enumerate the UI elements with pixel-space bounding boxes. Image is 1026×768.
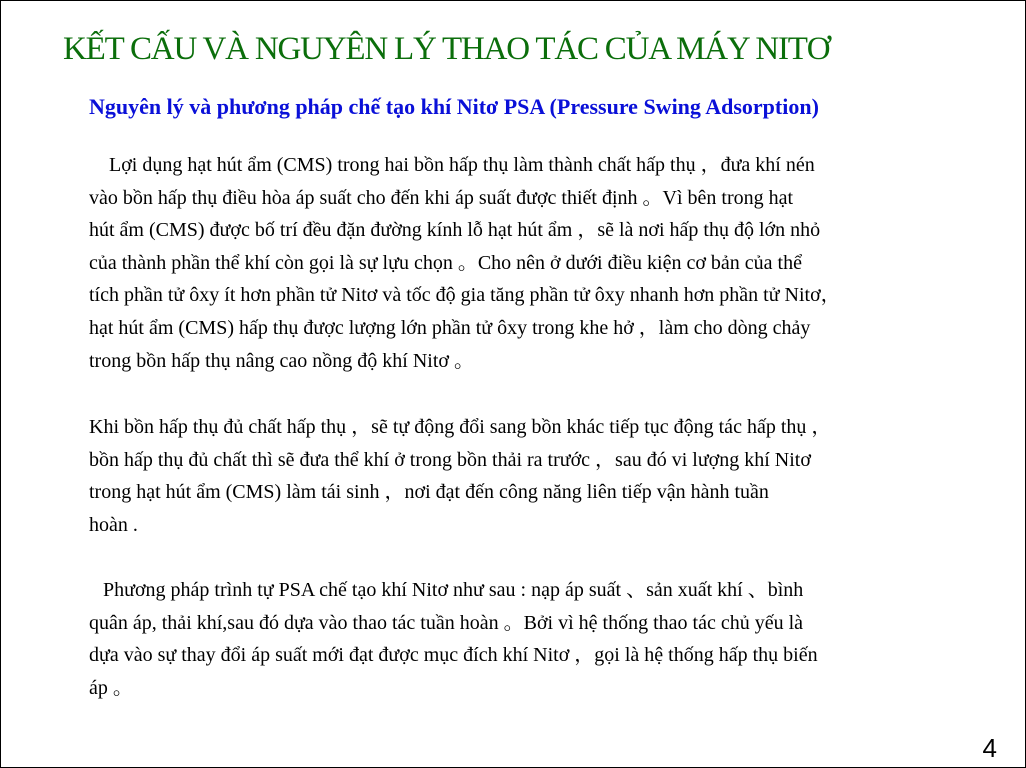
paragraph-line: Phương pháp trình tự PSA chế tạo khí Nitơ như sau : nạp áp suất 、sản xuất khí 、bình: [103, 579, 804, 601]
paragraph-line: hoàn .: [89, 513, 138, 536]
paragraph-line: hút ẩm (CMS) được bố trí đều đặn đường kính lỗ hạt hút ẩm ，sẽ là nơi hấp thụ độ lớn nhỏ: [89, 219, 821, 242]
body-paragraph-1: [89, 149, 969, 377]
paragraph-line: quân áp, thải khí,sau đó dựa vào thao tác tuần hoàn 。Bởi vì hệ thống thao tác chủ yếu là: [89, 611, 804, 634]
paragraph-line: vào bồn hấp thụ điều hòa áp suất cho đến khi áp suất được thiết định 。Vì bên trong hạt: [89, 186, 794, 209]
paragraph-line: trong hạt hút ẩm (CMS) làm tái sinh ，nơi đạt đến công năng liên tiếp vận hành tuần: [89, 481, 769, 504]
paragraph-line: áp 。: [89, 676, 133, 699]
paragraph-line: dựa vào sự thay đổi áp suất mới đạt được mục đích khí Nitơ ，gọi là hệ thống hấp thụ biến: [89, 644, 818, 667]
paragraph-line: bồn hấp thụ đủ chất thì sẽ đưa thể khí ở trong bồn thải ra trước ，sau đó vi lượng khí Nitơ: [89, 448, 811, 471]
page-number: 4: [982, 733, 997, 763]
paragraph-line: Lợi dụng hạt hút ẩm (CMS) trong hai bồn hấp thụ làm thành chất hấp thụ ，đưa khí nén: [109, 154, 815, 176]
paragraph-line: hạt hút ẩm (CMS) hấp thụ được lượng lớn phần tử ôxy trong khe hở ，làm cho dòng chảy: [89, 316, 811, 339]
paragraph-line: của thành phần thể khí còn gọi là sự lựu chọn 。Cho nên ở dưới điều kiện cơ bản của thể: [89, 251, 802, 274]
body-paragraph-3: [89, 574, 969, 704]
slide-subtitle: Nguyên lý và phương pháp chế tạo khí Nitơ PSA (Pressure Swing Adsorption): [89, 94, 819, 119]
body-paragraph-2: [89, 411, 969, 541]
paragraph-line: tích phần tử ôxy ít hơn phần tử Nitơ và tốc độ gia tăng phần tử ôxy nhanh hơn phần tử Nitơ，: [89, 284, 841, 307]
slide-title: KẾT CẤU VÀ NGUYÊN LÝ THAO TÁC CỦA MÁY NITƠ: [63, 31, 830, 67]
paragraph-line: Khi bồn hấp thụ đủ chất hấp thụ ，sẽ tự động đổi sang bồn khác tiếp tục động tác hấp thụ ，: [89, 416, 832, 438]
paragraph-line: trong bồn hấp thụ nâng cao nồng độ khí Nitơ 。: [89, 349, 474, 372]
